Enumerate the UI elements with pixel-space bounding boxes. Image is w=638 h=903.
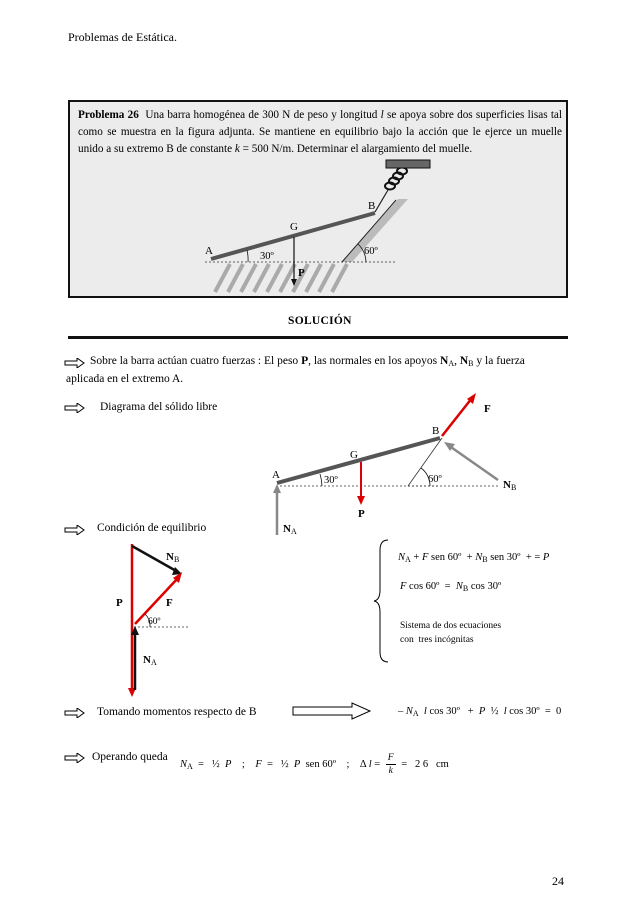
label-P: P [298,267,305,279]
fbd-label-F: F [484,403,491,415]
spring-coils [385,168,407,190]
op-fraction [386,752,396,777]
label-G: G [290,221,298,233]
op-frac-num: F [387,753,394,763]
bullet-arrow-icon [64,358,86,368]
intro-NB-sub: B [468,359,474,368]
spring-rod [375,190,388,212]
mom-a: – [398,706,406,717]
intro-text-4: y la fuerza [473,355,525,367]
eq1-NA: N [398,552,406,563]
problem-label: Problema 26 [78,109,139,121]
eq1-b: sen 60º + [428,552,476,563]
solution-intro-line2: aplicada en el extremo A. [66,373,184,385]
eq1-NA-sub: A [405,555,411,564]
eq1-a: + [410,552,422,563]
op-l: l [368,758,372,770]
mom-NA: N [405,706,413,717]
eq2-NB: N [455,581,463,592]
fbd-label-G: G [350,449,358,461]
fbd-label-P: P [358,508,365,520]
bullet-arrow-icon [64,403,86,413]
mom-P: P [478,706,486,717]
triangle-label-P: P [116,597,123,609]
op-delta: Δ [359,758,369,770]
bullet-arrow-icon [64,525,86,535]
equation-2 [400,581,501,593]
angle-arc-30 [247,250,248,262]
ceiling-block [386,160,430,168]
svg-text:NA [283,523,297,536]
fbd-label-NB: N [503,479,511,491]
mom-e: cos 30º = 0 [506,706,562,717]
problem-text-k: k [234,143,240,155]
problem-text-l: l [380,109,384,121]
op-P2: P [293,758,301,770]
op-sep1: ; [231,758,256,770]
bullet-arrow-icon [64,708,86,718]
op-eq-b2: sen 60º ; [300,758,360,770]
fbd-normal-NB [448,445,498,480]
solution-intro [90,355,570,368]
equations-note-1: Sistema de dos ecuaciones [400,621,502,631]
eq2-a: cos 60º = [406,581,456,592]
triangle-label-60: 60º [148,617,161,627]
eq2-NB-sub: B [462,584,469,593]
triangle-label-NB-sub: B [173,555,180,564]
problem-text-b: se apoya sobre dos superficies lisas tal como se muestra en la figura adjunta. Se mantiene en equilibrio bajo la acción que le ejerce un muelle unido a su extremo B de constante [78,109,563,155]
triangle-label-NA: N [143,654,151,666]
solution-title: SOLUCIÓN [288,315,352,327]
equilibrium-label: Condición de equilibrio [97,522,207,534]
mom-NA-sub: A [412,709,419,718]
op-frac-den: k [388,766,393,776]
op-F: F [255,758,262,770]
svg-text:NB [166,551,179,564]
label-A: A [205,245,213,257]
triangle-label-F: F [166,597,173,609]
eq2-b: cos 30º [468,581,502,592]
fbd-label-A: A [272,469,280,481]
svg-text:NB [503,479,516,492]
fbd-arc-30 [320,474,322,486]
intro-text-2: , las normales en los apoyos [308,355,441,367]
eq1-P: P [542,552,550,563]
op-eq-b: = ½ [261,758,294,770]
label-B: B [368,200,376,212]
fbd-force-F [442,398,472,436]
op-NA-sub: A [187,761,193,771]
op-eq-d: = 2 6 cm [398,758,449,770]
equations-note-2: con tres incógnitas [400,635,474,645]
equation-1 [398,552,549,564]
fbd-label-NA: N [283,523,291,535]
mom-l2: l [503,706,507,717]
op-NA: N [180,758,188,770]
eq1-NB: N [475,552,483,563]
label-60: 60º [364,246,378,257]
moments-label: Tomando momentos respecto de B [97,706,257,718]
fbd-label-NB-sub: B [510,483,517,492]
op-eq-a: = ½ [192,758,225,770]
problem-text-a: Una barra homogénea de 300 N de peso y longitud [145,109,381,121]
eq2-F: F [400,581,407,592]
problem-figure [70,102,566,296]
page-header: Problemas de Estática. [68,30,177,44]
intro-NA-sub: A [448,359,455,368]
eq1-F: F [421,552,429,563]
arrow-right-icon [292,702,372,720]
triangle-label-NB: N [166,551,174,563]
mom-d: ½ [485,706,504,717]
ground-hatch [215,264,347,292]
intro-text-1: Sobre la barra actúan cuatro fuerzas : El peso [90,355,302,367]
fbd-label-NA-sub: A [290,527,297,536]
svg-text:NA [143,654,157,667]
problem-box [68,100,568,298]
label-30: 30º [260,251,274,262]
page-number: 24 [552,874,564,888]
force-triangle [100,540,210,700]
problem-text-c: = 500 N/m. Determinar el alargamiento del muelle. [239,143,473,155]
eq1-NB-sub: B [482,555,488,564]
op-eq-c: = [371,758,383,770]
intro-NA: N [440,355,449,367]
fbd-label-30: 30º [324,475,338,486]
operating-result [180,752,449,777]
intro-text-3: , [454,355,460,367]
operating-label: Operando queda [92,751,168,763]
free-body-diagram [260,390,540,540]
bullet-arrow-icon [64,753,86,763]
mom-l1: l [423,706,427,717]
intro-P: P [301,355,309,367]
moments-equation [398,706,561,718]
fbd-label: Diagrama del sólido libre [100,401,218,413]
op-P1: P [224,758,232,770]
fbd-label-B: B [432,425,440,437]
brace-icon [372,538,392,664]
fbd-label-60: 60º [428,474,442,485]
intro-NB: N [459,355,469,367]
eq1-c: sen 30º + = [487,552,543,563]
triangle-label-NA-sub: A [150,658,157,667]
mom-c: cos 30º + [426,706,479,717]
fbd-bar [277,438,440,483]
solution-rule [68,336,568,339]
